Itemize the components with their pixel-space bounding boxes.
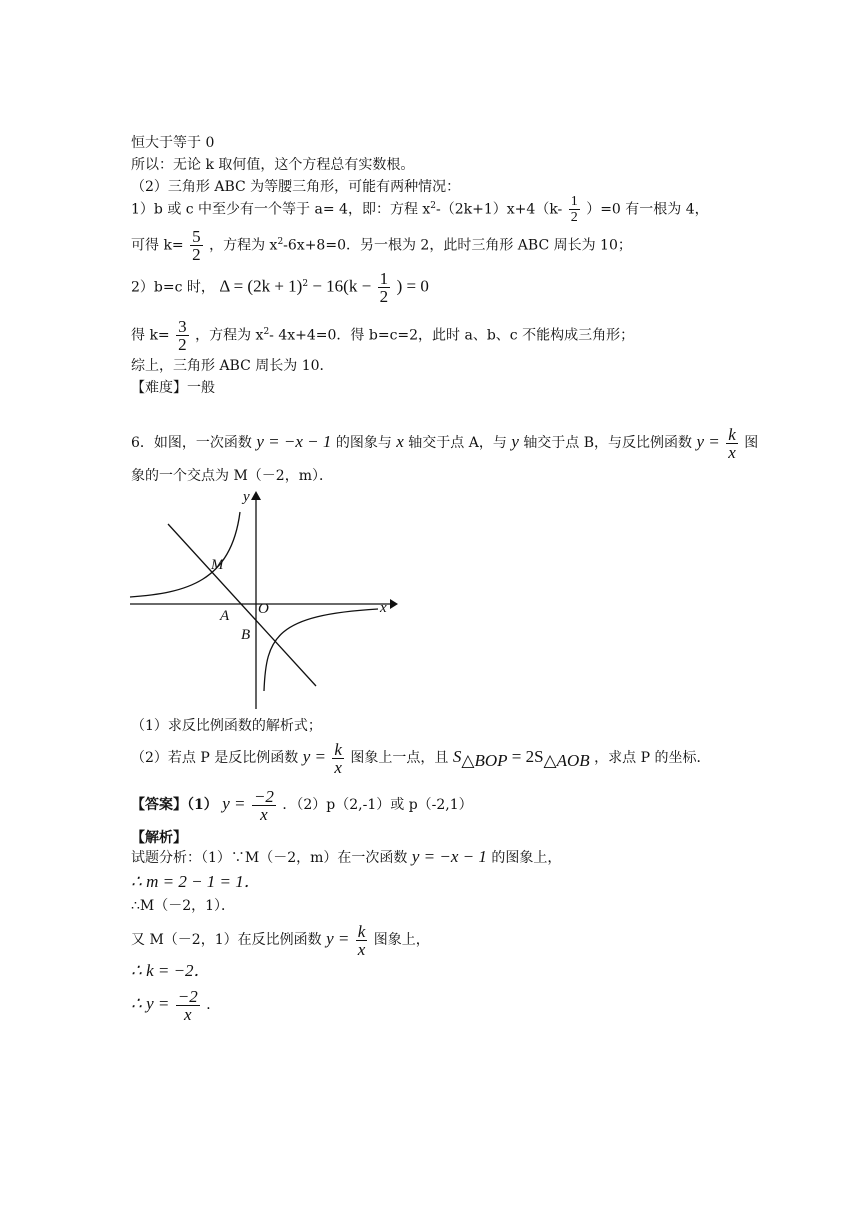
fraction: $\frac{1}{2}$	[379, 269, 389, 307]
fraction: $\frac{-2}{x}$	[177, 986, 198, 1024]
label-m: M	[211, 557, 224, 573]
fraction: $\frac{k}{x}$	[357, 921, 366, 959]
label-b: B	[241, 627, 251, 643]
text-line: 得 k= $\frac{3}{2}$ ，方程为 $x^2-$ 4x+4=0．得 b=c=2，此时 a、b、c 不能构成三角形；	[131, 317, 635, 355]
text-line: （2）三角形 ABC 为等腰三角形，可能有两种情况：	[131, 179, 461, 195]
text-line: 恒大于等于 0	[131, 135, 215, 151]
fraction: $\frac{1}{2}$	[570, 194, 578, 226]
x-axis-arrow	[390, 599, 398, 609]
fraction: $\frac{k}{x}$	[334, 739, 342, 777]
label-a: A	[220, 608, 230, 624]
question-line: 6．如图，一次函数 y = −x − 1 的图象与 x 轴交于点 A，与 y 轴交于点 B，与反比例函数 y = $\frac{k}{x}$ 图	[131, 424, 759, 462]
question-line: 象的一个交点为 M（－2，m）．	[131, 468, 333, 484]
solution-line: ∴M（－2，1）．	[131, 898, 236, 914]
text-line: 1）b 或 c 中至少有一个等于 a= 4，即：方程 $x^2-(2k+1)x+4(k-$ $\frac{1}{2}$ ）=0 有一根为 4，	[131, 194, 709, 226]
fraction: $\frac{-2}{x}$	[253, 786, 274, 824]
label-y: y	[243, 489, 250, 505]
analysis-heading: 【解析】	[131, 830, 187, 846]
solution-line: ∴ y = $\frac{-2}{x}$ ．	[131, 986, 221, 1024]
text-line: 可得 k= $\frac{5}{2}$ ，方程为 $x^2-6x+8=0$．另一根为 2，此时三角形 ABC 周长为 10；	[131, 227, 632, 265]
linear-function-line	[168, 524, 316, 686]
difficulty-line: 【难度】一般	[131, 380, 215, 396]
text-line: 2）b=c 时， $\Delta = (2k + 1)^2 - 16(k$ − $\frac{1}{2}$ ) = 0	[131, 269, 429, 307]
graph-figure	[126, 487, 398, 712]
hyperbola-right-branch	[264, 609, 378, 691]
fraction: $\frac{k}{x}$	[728, 424, 736, 462]
fraction: $\frac{5}{2}$	[192, 227, 201, 265]
label-x: x	[380, 600, 387, 616]
y-axis-arrow	[251, 491, 261, 500]
solution-line: ∴ m = 2 − 1 = 1．	[131, 872, 261, 891]
subquestion-line: （2）若点 P 是反比例函数 y = $\frac{k}{x}$ 图象上一点，且 $S_{\triangle BOP} = 2S_{\triangle AOB}$ ，求点 P 的坐标．	[131, 739, 711, 777]
solution-line: 试题分析：（1）∵M（－2，m）在一次函数 y = −x − 1 的图象上，	[131, 847, 562, 866]
subquestion-line: （1）求反比例函数的解析式；	[131, 718, 322, 734]
fraction: $\frac{3}{2}$	[178, 317, 187, 355]
answer-line: 【答案】（1） y = $\frac{-2}{x}$ ．（2）p（2,-1）或 p（-2,1）	[131, 786, 473, 824]
solution-line: 又 M（－2，1）在反比例函数 y = $\frac{k}{x}$ 图象上，	[131, 921, 430, 959]
solution-line: ∴ k = −2．	[131, 961, 211, 980]
text-line: 所以：无论 k 取何值，这个方程总有实数根。	[131, 157, 415, 173]
text-line: 综上，三角形 ABC 周长为 10．	[131, 358, 334, 374]
label-o: O	[258, 601, 269, 617]
